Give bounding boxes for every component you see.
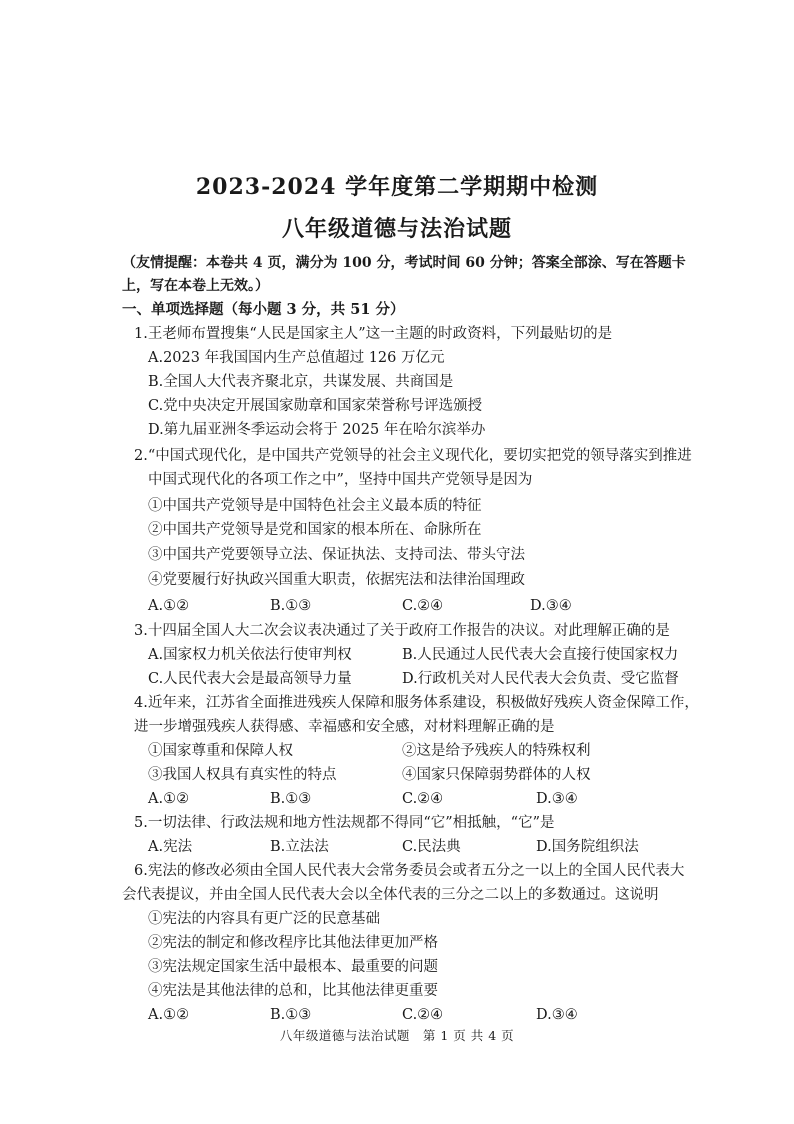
question-3-option-c: C.人民代表大会是最高领导力量 [148,671,352,687]
question-1-option-a: A.2023 年我国国内生产总值超过 126 万亿元 [148,350,445,366]
question-3-option-b: B.人民通过人民代表大会直接行使国家权力 [402,647,679,663]
question-2-statement-2: ②中国共产党领导是党和国家的根本所在、命脉所在 [148,522,482,538]
question-6-statement-1: ①宪法的内容具有更广泛的民意基础 [148,911,380,927]
question-4-statement-2: ②这是给予残疾人的特殊权利 [402,743,591,759]
question-2-statement-1: ①中国共产党领导是中国特色社会主义最本质的特征 [148,498,482,514]
question-4-stem-line-1: 4.近年来，江苏省全面推进残疾人保障和服务体系建设，积极做好残疾人资金保障工作， [134,695,699,711]
question-1-option-d: D.第九届亚洲冬季运动会将于 2025 年在哈尔滨举办 [148,422,486,438]
question-4-option-b: B.①③ [270,791,312,807]
question-4-statement-1: ①国家尊重和保障人权 [148,743,293,759]
question-4-stem-line-2: 进一步增强残疾人获得感、幸福感和安全感，对材料理解正确的是 [134,719,555,735]
question-5-option-a: A.宪法 [148,839,193,855]
section-heading: 一、单项选择题（每小题 3 分，共 51 分） [122,301,405,318]
question-4-statement-3: ③我国人权具有真实性的特点 [148,767,337,783]
question-6-stem-line-2: 会代表提议，并由全国人民代表大会以全体代表的三分之二以上的多数通过。这说明 [122,887,659,903]
page-footer: 八年级道德与法治试题 第 1 页 共 4 页 [279,1028,515,1043]
question-5-stem: 5.一切法律、行政法规和地方性法规都不得同“它”相抵触，“它”是 [134,815,555,831]
question-6-stem-line-1: 6.宪法的修改必须由全国人民代表大会常务委员会或者五分之一以上的全国人民代表大 [134,863,685,879]
question-4-option-d: D.③④ [536,791,578,807]
question-5-option-d: D.国务院组织法 [536,839,639,855]
question-5-option-b: B.立法法 [270,839,329,855]
question-2-stem-line-2: 中国式现代化的各项工作之中”，坚持中国共产党领导是因为 [148,472,533,488]
question-5-option-c: C.民法典 [402,839,461,855]
question-2-stem-line-1: 2.“中国式现代化，是中国共产党领导的社会主义现代化，要切实把党的领导落实到推进 [134,448,692,464]
question-6-option-b: B.①③ [270,1007,312,1023]
question-6-option-a: A.①② [148,1007,190,1023]
question-6-statement-4: ④宪法是其他法律的总和，比其他法律更重要 [148,983,438,999]
question-4-option-a: A.①② [148,791,190,807]
question-1-stem: 1.王老师布置搜集“人民是国家主人”这一主题的时政资料，下列最贴切的是 [134,326,613,342]
question-1-option-c: C.党中央决定开展国家勋章和国家荣誉称号评选颁授 [148,398,483,414]
question-6-statement-3: ③宪法规定国家生活中最根本、最重要的问题 [148,959,438,975]
notice-line-2: 上，写在本卷上无效。） [122,278,269,294]
question-3-stem: 3.十四届全国人大二次会议表决通过了关于政府工作报告的决议。对此理解正确的是 [134,623,670,639]
question-2-option-b: B.①③ [270,598,312,614]
question-2-option-c: C.②④ [402,598,444,614]
notice-line-1: （友情提醒：本卷共 4 页，满分为 100 分，考试时间 60 分钟；答案全部涂、写在答题卡 [122,255,686,271]
exam-title: 2023-2024 学年度第二学期期中检测 [195,174,599,200]
question-2-statement-3: ③中国共产党要领导立法、保证执法、支持司法、带头守法 [148,547,525,563]
question-2-statement-4: ④党要履行好执政兴国重大职责，依据宪法和法律治国理政 [148,572,525,588]
exam-subtitle: 八年级道德与法治试题 [281,216,512,242]
question-6-statement-2: ②宪法的制定和修改程序比其他法律更加严格 [148,935,438,951]
question-2-option-a: A.①② [148,598,190,614]
question-3-option-a: A.国家权力机关依法行使审判权 [148,647,352,663]
question-6-option-d: D.③④ [536,1007,578,1023]
question-4-option-c: C.②④ [402,791,444,807]
question-1-option-b: B.全国人大代表齐聚北京，共谋发展、共商国是 [148,374,454,390]
question-2-option-d: D.③④ [530,598,572,614]
question-3-option-d: D.行政机关对人民代表大会负责、受它监督 [402,671,679,687]
question-6-option-c: C.②④ [402,1007,444,1023]
question-4-statement-4: ④国家只保障弱势群体的人权 [402,767,591,783]
